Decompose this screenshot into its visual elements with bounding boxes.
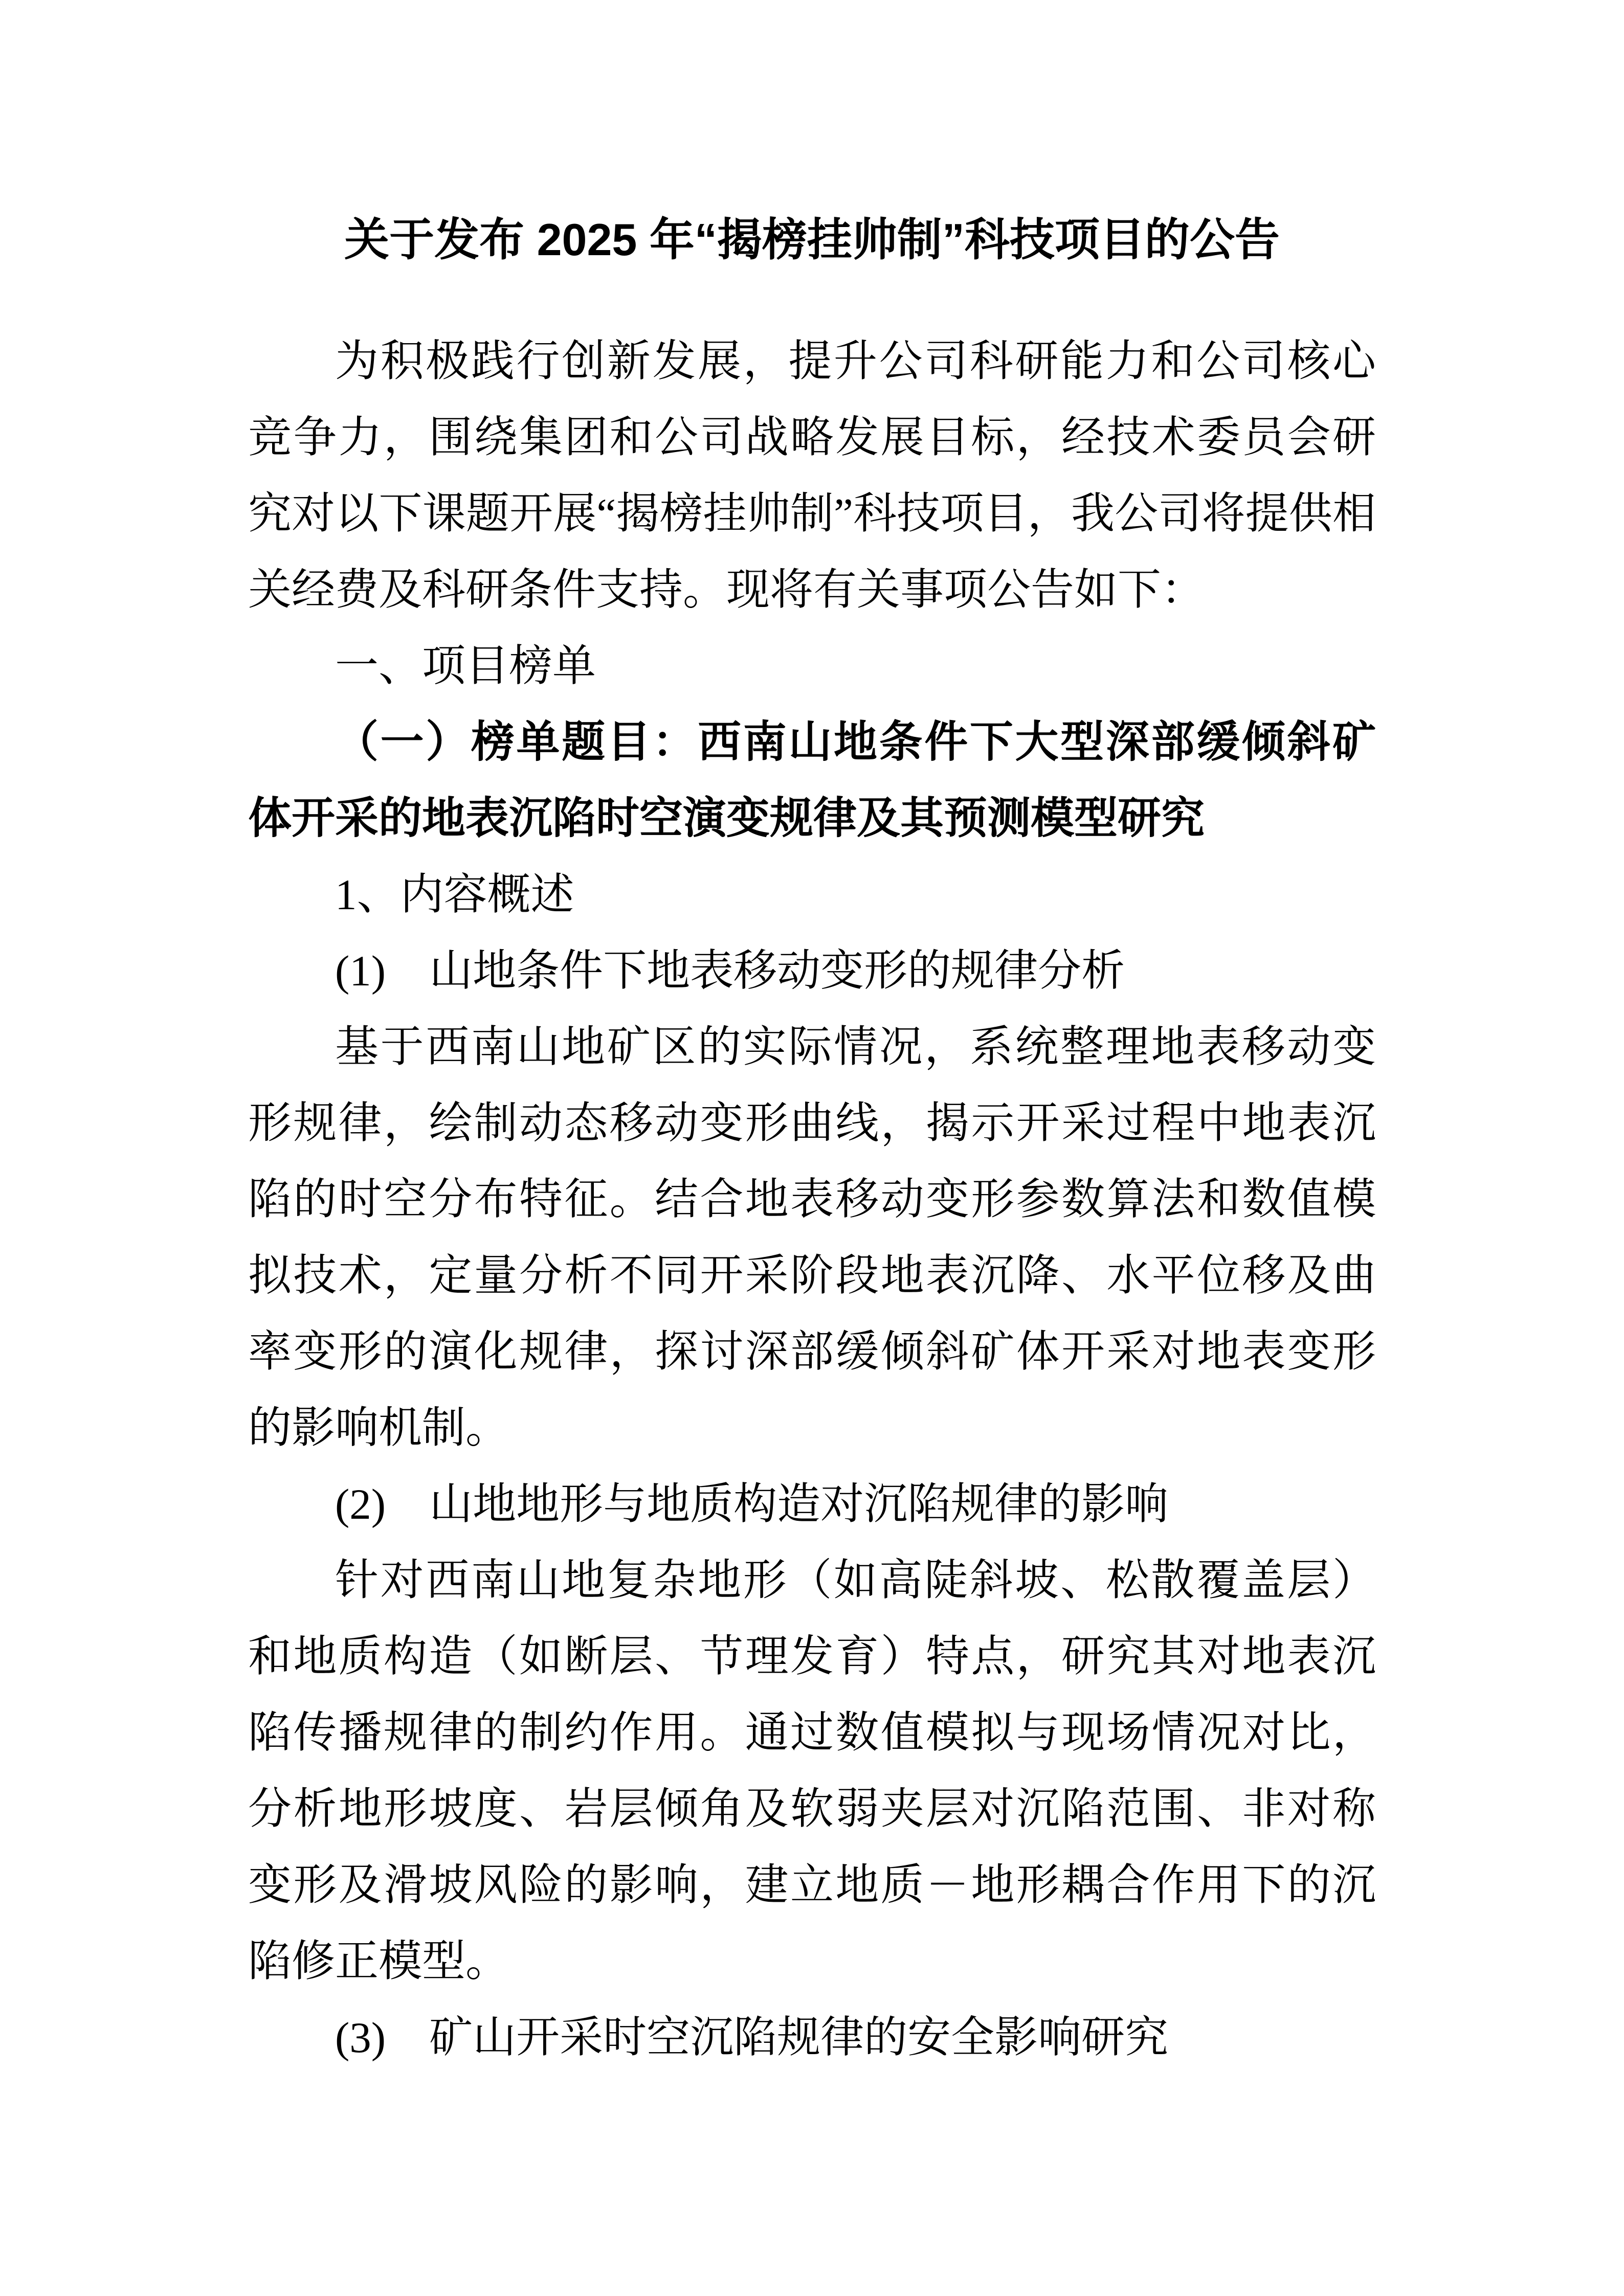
paragraph: 基于西南山地矿区的实际情况，系统整理地表移动变形规律，绘制动态移动变形曲线，揭示开采过程中地表沉陷的时空分布特征。结合地表移动变形参数算法和数值模拟技术，定量分析不同开采阶段地表沉降、水平位移及曲率变形的演化规律，探讨深部缓倾斜矿体开采对地表变形的影响机制。 — [248, 1023, 1376, 1452]
document-title: 关于发布 2025 年“揭榜挂帅制”科技项目的公告 — [344, 214, 1280, 265]
paragraph: 为积极践行创新发展，提升公司科研能力和公司核心竞争力，围绕集团和公司战略发展目标，经技术委员会研究对以下课题开展“揭榜挂帅制”科技项目，我公司将提供相关经费及科研条件支持。现将有关事项公告如下： — [248, 337, 1376, 614]
paragraph: 1、内容概述 — [335, 871, 574, 919]
paragraph: (2) 山地地形与地质构造对沉陷规律的影响 — [335, 1480, 1169, 1528]
paragraph: (1) 山地条件下地表移动变形的规律分析 — [335, 947, 1125, 995]
paragraph: (3) 矿山开采时空沉陷规律的安全影响研究 — [335, 2014, 1169, 2062]
document-body — [248, 324, 1376, 2076]
paragraph: 针对西南山地复杂地形（如高陡斜坡、松散覆盖层）和地质构造（如断层、节理发育）特点，研究其对地表沉陷传播规律的制约作用。通过数值模拟与现场情况对比，分析地形坡度、岩层倾角及软弱夹层对沉陷范围、非对称变形及滑坡风险的影响，建立地质－地形耦合作用下的沉陷修正模型。 — [248, 1557, 1376, 1986]
paragraph: 一、项目榜单 — [335, 642, 596, 690]
paragraph: （一）榜单题目：西南山地条件下大型深部缓倾斜矿体开采的地表沉陷时空演变规律及其预测模型研究 — [248, 718, 1376, 843]
